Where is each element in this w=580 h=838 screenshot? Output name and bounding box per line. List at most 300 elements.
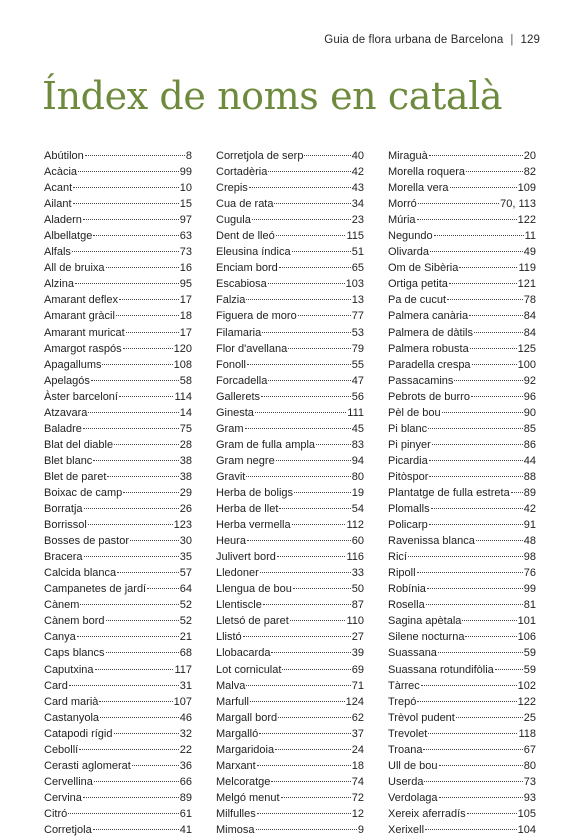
dot-leader [417, 701, 516, 702]
dot-leader [247, 364, 351, 365]
index-entry [44, 581, 192, 597]
entry-name: Olivarda [388, 246, 429, 259]
index-entry [216, 437, 364, 453]
entry-name: Borratja [44, 503, 83, 516]
entry-page: 17 [179, 326, 192, 339]
index-entry [44, 212, 192, 228]
entry-page: 74 [351, 775, 364, 788]
entry-page: 70, 113 [500, 198, 536, 211]
entry-page: 97 [179, 214, 192, 227]
index-entry [388, 421, 536, 437]
dot-leader [476, 540, 523, 541]
entry-name: Robínia [388, 583, 426, 596]
entry-name: Eleusina índica [216, 246, 291, 259]
entry-page: 86 [523, 438, 536, 451]
index-entry [388, 501, 536, 517]
index-entry [216, 806, 364, 822]
dot-leader [281, 797, 351, 798]
entry-page: 55 [351, 358, 364, 371]
index-column-1 [44, 148, 192, 838]
entry-name: Trevolet [388, 727, 428, 740]
page-number: 129 [520, 34, 540, 46]
index-entry [388, 517, 536, 533]
dot-leader [292, 251, 351, 252]
entry-page: 29 [179, 486, 192, 499]
entry-name: Lot corniculat [216, 663, 282, 676]
entry-page: 80 [351, 470, 364, 483]
index-entry [388, 276, 536, 292]
entry-name: Calcida blanca [44, 567, 117, 580]
entry-name: Cua de rata [216, 198, 274, 211]
index-entry [216, 228, 364, 244]
entry-page: 98 [523, 551, 536, 564]
entry-name: Passacamins [388, 374, 454, 387]
index-entry [44, 453, 192, 469]
index-entry [216, 341, 364, 357]
entry-name: Llengua de bou [216, 583, 292, 596]
index-entry [216, 549, 364, 565]
entry-name: Marfull [216, 695, 250, 708]
entry-name: Citró [44, 807, 68, 820]
entry-name: Figuera de moro [216, 310, 297, 323]
entry-page: 84 [523, 326, 536, 339]
header-separator: | [510, 34, 514, 46]
dot-leader [69, 685, 179, 686]
entry-name: Verdolaga [388, 791, 438, 804]
entry-page: 39 [351, 647, 364, 660]
dot-leader [459, 267, 517, 268]
index-entry [216, 774, 364, 790]
entry-page: 53 [351, 326, 364, 339]
dot-leader [279, 508, 350, 509]
entry-page: 27 [351, 631, 364, 644]
index-entry [44, 164, 192, 180]
entry-name: Suassana rotundifòlia [388, 663, 494, 676]
entry-name: Margalló [216, 727, 259, 740]
entry-page: 87 [351, 599, 364, 612]
index-entry [388, 180, 536, 196]
entry-page: 69 [351, 663, 364, 676]
dot-leader [470, 348, 517, 349]
entry-page: 112 [346, 519, 364, 532]
entry-page: 71 [351, 679, 364, 692]
entry-page: 85 [523, 422, 536, 435]
entry-name: Cànem bord [44, 615, 105, 628]
dot-leader [271, 652, 350, 653]
dot-leader [278, 717, 351, 718]
index-entry [388, 629, 536, 645]
entry-name: Ravenissa blanca [388, 535, 475, 548]
entry-page: 90 [523, 406, 536, 419]
entry-name: Caps blancs [44, 647, 105, 660]
dot-leader [93, 460, 178, 461]
dot-leader [282, 669, 350, 670]
entry-page: 103 [345, 278, 364, 291]
entry-name: Borrissol [44, 519, 87, 532]
dot-leader [429, 524, 523, 525]
dot-leader [462, 620, 516, 621]
index-entry [216, 662, 364, 678]
index-entry [44, 533, 192, 549]
index-entry [216, 581, 364, 597]
entry-name: Margaridoia [216, 743, 275, 756]
entry-page: 58 [179, 374, 192, 387]
dot-leader [123, 348, 173, 349]
entry-name: Fonoll [216, 358, 246, 371]
dot-leader [114, 444, 179, 445]
entry-name: Amarant gràcil [44, 310, 115, 323]
entry-name: Plomalls [388, 503, 430, 516]
page-title: Índex de noms en català [42, 74, 503, 118]
entry-page: 63 [179, 230, 192, 243]
entry-name: Cortadèria [216, 166, 268, 179]
index-entry [44, 662, 192, 678]
entry-name: Palmera canària [388, 310, 469, 323]
entry-page: 125 [517, 342, 536, 355]
entry-page: 18 [179, 310, 192, 323]
entry-name: Cervellina [44, 775, 93, 788]
dot-leader [256, 829, 357, 830]
index-entry [44, 726, 192, 742]
entry-name: Marxant [216, 759, 256, 772]
entry-page: 15 [179, 198, 192, 211]
dot-leader [288, 348, 351, 349]
entry-page: 96 [523, 390, 536, 403]
entry-name: Plantatge de fulla estreta [388, 486, 510, 499]
entry-name: Enciam bord [216, 262, 278, 275]
entry-name: Negundo [388, 230, 433, 243]
entry-page: 110 [346, 615, 364, 628]
dot-leader [276, 460, 351, 461]
dot-leader [408, 556, 523, 557]
index-entry [388, 742, 536, 758]
index-entry [216, 180, 364, 196]
index-entry [44, 148, 192, 164]
entry-page: 122 [517, 695, 536, 708]
entry-page: 19 [351, 486, 364, 499]
dot-leader [275, 749, 351, 750]
dot-leader [84, 556, 179, 557]
index-entry [388, 357, 536, 373]
dot-leader [428, 428, 523, 429]
dot-leader [276, 235, 346, 236]
entry-name: Om de Sibèria [388, 262, 459, 275]
entry-page: 120 [173, 342, 192, 355]
dot-leader [472, 364, 517, 365]
index-entry [388, 549, 536, 565]
entry-page: 46 [179, 711, 192, 724]
index-entry [216, 148, 364, 164]
dot-leader [255, 412, 346, 413]
dot-leader [430, 251, 523, 252]
entry-page: 68 [179, 647, 192, 660]
index-entry [388, 694, 536, 710]
dot-leader [277, 556, 346, 557]
dot-leader [262, 332, 351, 333]
dot-leader [298, 315, 351, 316]
index-entry [44, 325, 192, 341]
index-entry [44, 645, 192, 661]
entry-name: Canya [44, 631, 76, 644]
entry-page: 38 [179, 454, 192, 467]
index-entry [388, 597, 536, 613]
entry-page: 28 [179, 438, 192, 451]
entry-page: 44 [523, 454, 536, 467]
entry-page: 59 [523, 647, 536, 660]
entry-name: Apagallums [44, 358, 102, 371]
dot-leader [72, 251, 179, 252]
entry-name: Tàrrec [388, 679, 420, 692]
index-entry [216, 822, 364, 838]
entry-page: 78 [523, 294, 536, 307]
dot-leader [439, 797, 523, 798]
dot-leader [246, 685, 350, 686]
entry-page: 56 [351, 390, 364, 403]
index-entry [388, 678, 536, 694]
entry-name: Crepis [216, 182, 248, 195]
dot-leader [102, 364, 172, 365]
entry-name: Amarant muricat [44, 326, 125, 339]
entry-name: Lledoner [216, 567, 259, 580]
dot-leader [132, 765, 179, 766]
dot-leader [126, 332, 179, 333]
index-entry [216, 325, 364, 341]
dot-leader [432, 444, 523, 445]
entry-name: Morella vera [388, 182, 449, 195]
entry-name: Cervina [44, 791, 82, 804]
dot-leader [88, 524, 173, 525]
entry-page: 17 [179, 294, 192, 307]
index-entry [388, 148, 536, 164]
entry-name: All de bruixa [44, 262, 105, 275]
entry-name: Milfulles [216, 807, 256, 820]
entry-name: Sagina apètala [388, 615, 462, 628]
entry-name: Rosella [388, 599, 425, 612]
dot-leader [83, 219, 179, 220]
entry-name: Baladre [44, 422, 82, 435]
index-entry [44, 437, 192, 453]
index-entry [216, 533, 364, 549]
index-entry [216, 485, 364, 501]
entry-name: Ginesta [216, 406, 254, 419]
index-entry [388, 325, 536, 341]
index-entry [216, 212, 364, 228]
entry-page: 36 [179, 759, 192, 772]
entry-page: 45 [351, 422, 364, 435]
dot-leader [469, 315, 523, 316]
entry-name: Paradella crespa [388, 358, 471, 371]
entry-name: Ailant [44, 198, 72, 211]
entry-page: 99 [523, 583, 536, 596]
entry-name: Morró [388, 198, 417, 211]
entry-page: 40 [351, 150, 364, 162]
dot-leader [423, 749, 522, 750]
entry-name: Julivert bord [216, 551, 276, 564]
entry-page: 11 [524, 230, 536, 243]
entry-name: Flor d'avellana [216, 342, 288, 355]
entry-name: Amargot raspós [44, 342, 122, 355]
index-entry [44, 774, 192, 790]
dot-leader [75, 283, 179, 284]
index-entry [44, 790, 192, 806]
entry-name: Suassana [388, 647, 437, 660]
index-entry [388, 212, 536, 228]
entry-name: Palmera robusta [388, 342, 469, 355]
entry-page: 105 [517, 807, 536, 820]
dot-leader [511, 492, 523, 493]
index-entry [216, 196, 364, 212]
dot-leader [245, 428, 351, 429]
entry-name: Troana [388, 743, 423, 756]
entry-name: Falzia [216, 294, 246, 307]
index-entry [44, 501, 192, 517]
entry-name: Morella roquera [388, 166, 466, 179]
dot-leader [147, 588, 179, 589]
entry-page: 72 [351, 791, 364, 804]
index-entry [216, 276, 364, 292]
index-entry [44, 260, 192, 276]
entry-name: Gram de fulla ampla [216, 438, 316, 451]
entry-page: 124 [345, 695, 364, 708]
dot-leader [106, 267, 179, 268]
entry-page: 77 [351, 310, 364, 323]
dot-leader [80, 604, 178, 605]
entry-name: Cerasti aglomerat [44, 759, 131, 772]
entry-page: 16 [179, 262, 192, 275]
dot-leader [93, 829, 179, 830]
index-entry [216, 389, 364, 405]
dot-leader [84, 508, 179, 509]
index-entry [388, 228, 536, 244]
dot-leader [247, 540, 351, 541]
dot-leader [73, 203, 179, 204]
dot-leader [246, 476, 350, 477]
index-column-2 [216, 148, 364, 838]
index-entry [216, 357, 364, 373]
dot-leader [257, 765, 351, 766]
entry-page: 79 [351, 342, 364, 355]
dot-leader [429, 155, 523, 156]
entry-page: 35 [179, 551, 192, 564]
index-entry [44, 389, 192, 405]
entry-name: Llobacarda [216, 647, 271, 660]
entry-page: 109 [517, 182, 536, 195]
entry-page: 122 [517, 214, 536, 227]
index-entry [44, 276, 192, 292]
entry-page: 111 [347, 406, 364, 419]
dot-leader [261, 396, 351, 397]
index-entry [216, 517, 364, 533]
entry-name: Acàcia [44, 166, 78, 179]
entry-name: Silene nocturna [388, 631, 465, 644]
dot-leader [449, 283, 517, 284]
entry-name: Userda [388, 775, 424, 788]
dot-leader [465, 636, 516, 637]
entry-page: 100 [517, 358, 536, 371]
entry-name: Blat del diable [44, 438, 114, 451]
dot-leader [290, 620, 346, 621]
entry-page: 13 [351, 294, 364, 307]
entry-page: 26 [179, 503, 192, 516]
dot-leader [93, 235, 178, 236]
entry-page: 115 [346, 230, 364, 243]
index-entry [44, 485, 192, 501]
entry-name: Heura [216, 535, 246, 548]
entry-name: Card marià [44, 695, 99, 708]
dot-leader [252, 219, 351, 220]
dot-leader [271, 781, 350, 782]
index-entry [44, 228, 192, 244]
entry-page: 91 [523, 519, 536, 532]
dot-leader [119, 299, 179, 300]
entry-page: 101 [517, 615, 536, 628]
entry-name: Cebollí [44, 743, 79, 756]
entry-page: 18 [351, 759, 364, 772]
index-entry [388, 437, 536, 453]
entry-page: 94 [351, 454, 364, 467]
dot-leader [259, 733, 351, 734]
entry-page: 21 [179, 631, 192, 644]
dot-leader [316, 444, 351, 445]
index-entry [216, 453, 364, 469]
entry-page: 117 [174, 663, 192, 676]
index-entry [216, 308, 364, 324]
entry-name: Xerixell [388, 823, 425, 836]
index-entry [388, 565, 536, 581]
entry-name: Àster barceloní [44, 390, 118, 403]
dot-leader [107, 476, 178, 477]
dot-leader [417, 572, 523, 573]
index-entry [44, 629, 192, 645]
entry-name: Corretjola [44, 823, 92, 836]
dot-leader [417, 219, 517, 220]
entry-name: Lletsó de paret [216, 615, 289, 628]
entry-name: Pèl de bou [388, 406, 441, 419]
entry-name: Gram negre [216, 454, 275, 467]
entry-name: Miraguà [388, 150, 428, 162]
entry-name: Abútilon [44, 150, 84, 162]
dot-leader [450, 187, 517, 188]
entry-name: Alzina [44, 278, 74, 291]
entry-page: 61 [179, 807, 192, 820]
dot-leader [421, 685, 517, 686]
index-entry [216, 405, 364, 421]
dot-leader [466, 171, 523, 172]
entry-name: Palmera de dàtils [388, 326, 473, 339]
index-entry [388, 581, 536, 597]
entry-name: Apelagós [44, 374, 90, 387]
entry-name: Herba de boligs [216, 486, 294, 499]
entry-page: 88 [523, 470, 536, 483]
entry-name: Amarant deflex [44, 294, 118, 307]
entry-page: 95 [179, 278, 192, 291]
index-entry [216, 373, 364, 389]
index-entry [388, 292, 536, 308]
index-entry [388, 726, 536, 742]
entry-page: 80 [523, 759, 536, 772]
dot-leader [471, 396, 523, 397]
entry-name: Malva [216, 679, 246, 692]
dot-leader [454, 380, 522, 381]
entry-page: 65 [351, 262, 364, 275]
entry-page: 123 [173, 519, 192, 532]
entry-name: Dent de lleó [216, 230, 275, 243]
index-entry [44, 180, 192, 196]
entry-page: 34 [351, 198, 364, 211]
dot-leader [68, 813, 179, 814]
dot-leader [439, 765, 523, 766]
dot-leader [117, 572, 179, 573]
